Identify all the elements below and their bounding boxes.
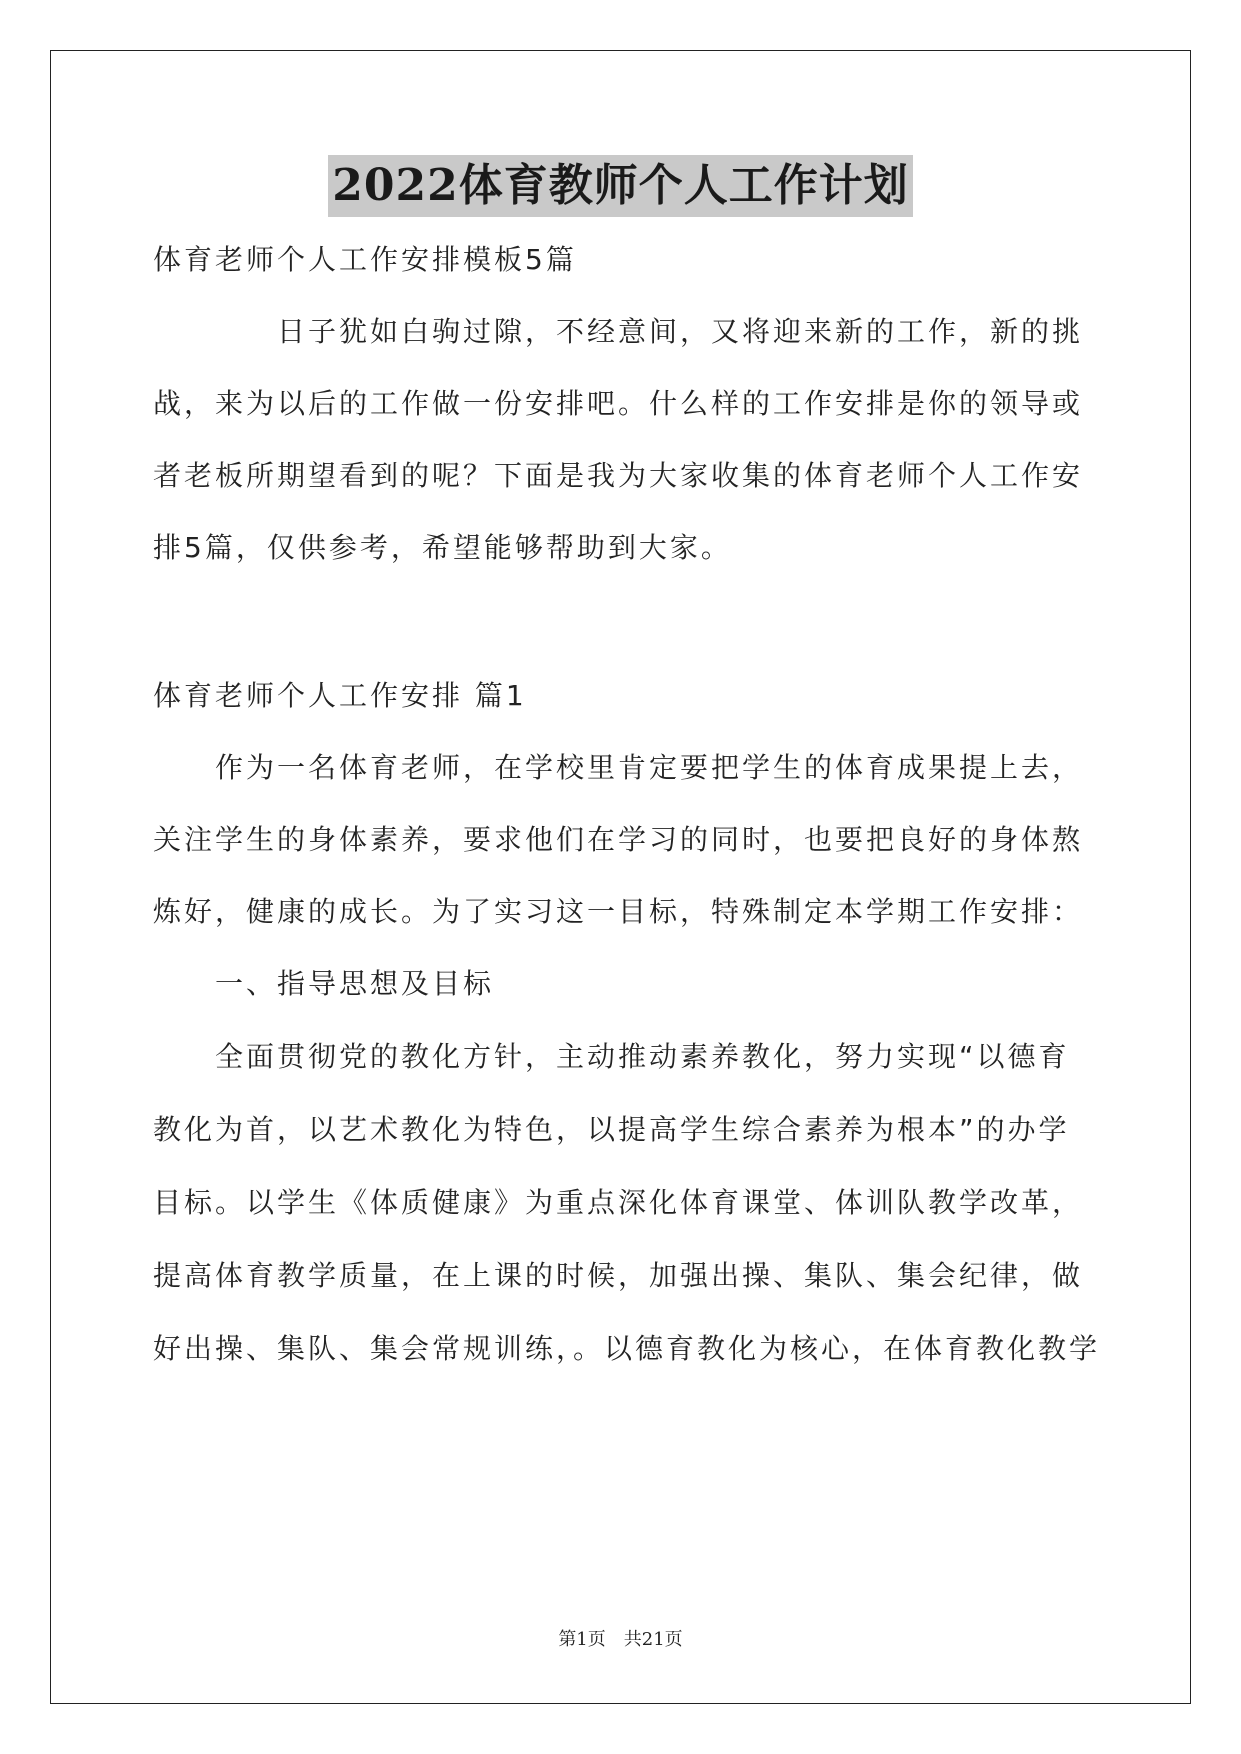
body-line-1: 作为一名体育老师，在学校里肯定要把学生的体育成果提上去， — [153, 751, 1084, 784]
intro-line-1: 日子犹如白驹过隙，不经意间，又将迎来新的工作，新的挑 — [153, 315, 1084, 348]
body-line-3: 炼好，健康的成长。为了实习这一目标，特殊制定本学期工作安排： — [153, 895, 1084, 928]
document-title: 2022体育教师个人工作计划 — [328, 155, 912, 217]
intro-line-3: 者老板所期望看到的呢？下面是我为大家收集的体育老师个人工作安 — [153, 459, 1084, 492]
title-container — [0, 155, 1241, 217]
body-line-7: 目标。以学生《体质健康》为重点深化体育课堂、体训队教学改革， — [153, 1186, 1084, 1219]
page-number-footer: 第1页 共21页 — [558, 1629, 683, 1650]
intro-line-4: 排5篇，仅供参考，希望能够帮助到大家。 — [153, 531, 732, 564]
body-line-6: 教化为首，以艺术教化为特色，以提高学生综合素养为根本”的办学 — [153, 1113, 1070, 1146]
intro-line-2: 战，来为以后的工作做一份安排吧。什么样的工作安排是你的领导或 — [153, 387, 1084, 420]
body-line-2: 关注学生的身体素养，要求他们在学习的同时，也要把良好的身体熬 — [153, 823, 1084, 856]
section-heading: 体育老师个人工作安排 篇1 — [153, 679, 527, 712]
body-line-9: 好出操、集队、集会常规训练，。以德育教化为核心，在体育教化教学 — [153, 1332, 1101, 1365]
body-line-5: 全面贯彻党的教化方针，主动推动素养教化，努力实现“以德育 — [153, 1040, 1070, 1073]
page-border — [50, 50, 1191, 1704]
document-subtitle: 体育老师个人工作安排模板5篇 — [153, 243, 577, 276]
body-line-4: 一、指导思想及目标 — [153, 967, 495, 1000]
body-line-8: 提高体育教学质量，在上课的时候，加强出操、集队、集会纪律，做 — [153, 1259, 1084, 1292]
